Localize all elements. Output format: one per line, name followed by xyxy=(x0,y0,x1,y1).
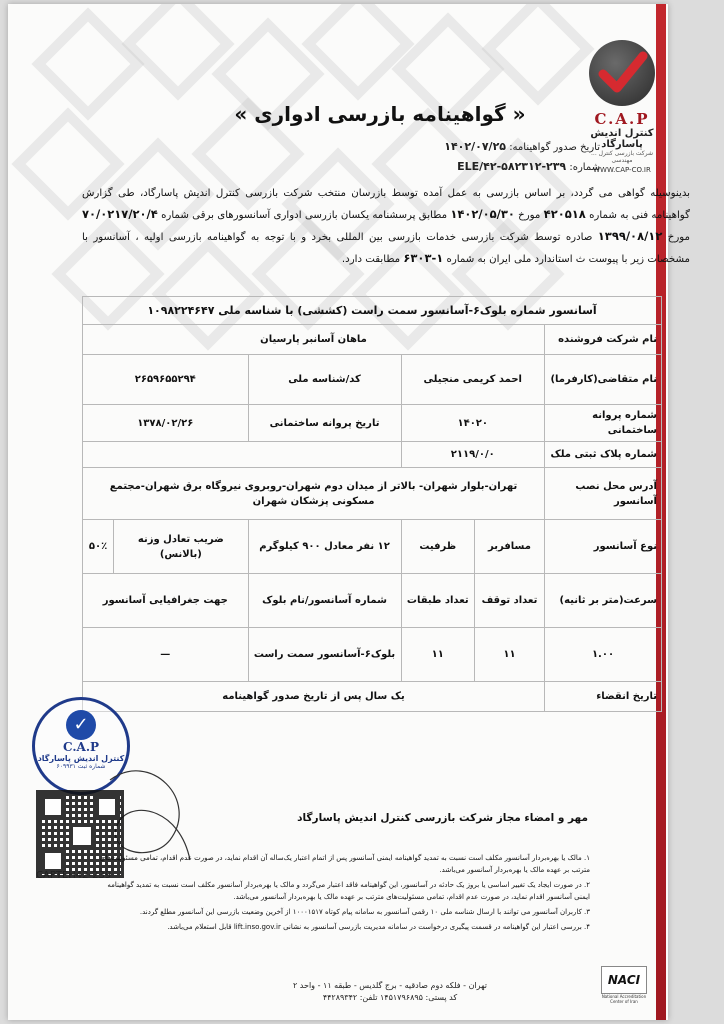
intro-line-2b: مورخ xyxy=(518,210,541,221)
intro-line-5b: مطابقت دارد. xyxy=(341,254,401,265)
form-date: ۱۳۹۹/۰۸/۱۲ xyxy=(597,229,663,243)
table-row xyxy=(83,297,662,325)
logo-cap-text: C.A.P xyxy=(594,110,650,128)
direction-value: — xyxy=(83,628,249,682)
number-line xyxy=(260,160,600,173)
table-row xyxy=(83,325,662,355)
stops-label: تعداد توقف xyxy=(474,574,544,628)
company-logo xyxy=(582,40,662,174)
standard-number: ۱-۶۳۰۳ xyxy=(403,251,444,265)
naci-logo xyxy=(600,966,648,1006)
intro-line-3b: مورخ xyxy=(667,232,690,243)
national-id-value: ۲۶۵۹۶۵۵۲۹۴ xyxy=(83,355,249,405)
report-date: ۱۴۰۲/۰۵/۳۰ xyxy=(450,207,515,221)
intro-line-1: بدینوسیله گواهی می گردد، بر اساس بازرسی به عمل آمده توسط بازرسان منتخب شرکت بازرسی کنترل اندیش xyxy=(183,188,690,199)
table-row xyxy=(83,628,662,682)
permit-date-label: تاریخ پروانه ساختمانی xyxy=(248,405,401,442)
naci-badge-icon xyxy=(601,966,647,994)
address-value: تهران-بلوار شهران- بالاتر از میدان دوم شهران-روبروی نیروگاه برق شهران-مجتمع مسکونی پزشکان شهران xyxy=(83,468,545,520)
balance-value: ۵۰٪ xyxy=(83,520,114,574)
report-number: ۴۲۰۵۱۸ xyxy=(543,207,586,221)
direction-label: جهت جغرافیایی آسانسور xyxy=(83,574,249,628)
notes-list xyxy=(90,852,590,936)
type-value: مسافربر xyxy=(474,520,544,574)
national-id-label: کد/شناسه ملی xyxy=(248,355,401,405)
table-row xyxy=(83,355,662,405)
stops-value: ۱۱ xyxy=(474,628,544,682)
plate-label: شماره پلاک ثبتی ملک xyxy=(545,442,662,468)
logo-url: WWW.CAP-CO.IR xyxy=(593,166,651,174)
table-row xyxy=(83,520,662,574)
expiry-value: یک سال پس از تاریخ صدور گواهینامه xyxy=(83,682,545,712)
note-item: ۲. در صورت ایجاد یک تغییر اساسی یا بروز یک حادثه در آسانسور، این گواهینامه فاقد اعتبار می‌گردد و مالک یا بهره‌بردار آسانسور مکلف است نسبت به تمدید گواهینامه ایمنی آسانسور اقدام نماید، در صورت عدم اقدام، تمامی مسئولیت‌های مترتب بر عهده مالک یا بهره‌بردار آسانسور می‌باشد. xyxy=(107,881,590,901)
footer-contact: کد پستی: ۱۴۵۱۷۹۶۸۹۵ تلفن: ۴۴۲۸۹۳۴۲ xyxy=(322,993,458,1002)
table-row xyxy=(83,468,662,520)
expiry-label: تاریخ انقضاء xyxy=(545,682,662,712)
elevator-number-value: بلوک۶-آسانسور سمت راست xyxy=(248,628,401,682)
footer-address: تهران - فلکه دوم صادقیه - برج گلدیس - طبقه ۱۱ - واحد ۲ xyxy=(292,981,488,990)
issue-date-line xyxy=(260,140,600,153)
note-item: ۴. بررسی اعتبار این گواهینامه در قسمت پیگیری درخواست در سامانه مدیریت بازرسی آسانسور به نشانی lift.inso.gov.ir قابل استعلام می‌باشد. xyxy=(167,923,590,931)
document-code: CAPTEH42-239 xyxy=(36,870,112,881)
seal-signature-text: مهر و امضاء مجاز شرکت بازرسی کنترل اندیش پاسارگاد xyxy=(297,812,588,824)
intro-line-3c: صادره توسط شرکت بازرسی خدمات xyxy=(426,232,593,243)
seller-value: ماهان آسانبر پارسیان xyxy=(83,325,545,355)
permit-date-value: ۱۳۷۸/۰۲/۲۶ xyxy=(83,405,249,442)
issue-date-label: تاریخ صدور گواهینامه: xyxy=(509,142,600,153)
naci-label: NACI xyxy=(607,973,641,987)
type-label: نوع آسانسور xyxy=(545,520,662,574)
capacity-label: ظرفیت xyxy=(401,520,474,574)
intro-line-2c: مطابق پرسشنامه یکسان بازرسی xyxy=(304,210,448,221)
intro-paragraph xyxy=(82,184,690,270)
stamp-company-name: کنترل اندیش پاسارگاد xyxy=(37,754,125,763)
stamp-registration: شماره ثبت ۶۰۹۹۳۱ xyxy=(56,763,106,770)
table-heading: آسانسور شماره بلوک۶-آسانسور سمت راست (کششی) با شناسه ملی ۱۰۹۸۲۲۴۶۴۷ xyxy=(83,297,662,325)
speed-value: ۱.۰۰ xyxy=(545,628,662,682)
elevator-number-label: شماره آسانسور/نام بلوک xyxy=(248,574,401,628)
intro-line-5a: ایران به شماره xyxy=(446,254,511,265)
table-row xyxy=(83,442,662,468)
note-item: ۱. مالک یا بهره‌بردار آسانسور مکلف است نسبت به تمدید گواهینامه ایمنی آسانسور پس از اتمام اعتبار یک‌ساله آن اقدام نماید، در صورت عدم اقدام، تمامی مسئولیت‌های مترتب بر عهده مالک یا بهره‌بردار آسانسور می‌باشد. xyxy=(99,854,590,874)
intro-line-4: بازرسی بین المللی بخرد و با توجه به گواهینامه بازرسی اولیه ، آسانسور با مشخصات زیر با پیوست ث استاندارد ملی xyxy=(82,232,690,265)
intro-line-3a: ادواری آسانسورهای برقی شماره xyxy=(161,210,302,221)
issue-date-value: ۱۴۰۲/۰۷/۲۵ xyxy=(444,140,506,153)
table-row xyxy=(83,405,662,442)
note-item: ۳. کاربران آسانسور می توانند با ارسال شناسه ملی ۱۰ رقمی آسانسور به سامانه پیام کوتاه ۱۰۰۰۱۵۱۷ از آخرین وضعیت بازرسی این آسانسور مطلع گردند. xyxy=(139,908,590,916)
capacity-value: ۱۲ نفر معادل ۹۰۰ کیلوگرم xyxy=(248,520,401,574)
stamp-check-icon: ✓ xyxy=(66,710,96,740)
plate-value: ۲۱۱۹/۰/۰ xyxy=(401,442,544,468)
address-label: آدرس محل نصب آسانسور xyxy=(545,468,662,520)
plate-empty xyxy=(83,442,402,468)
intro-line-2a: پاسارگاد، طی گزارش گواهینامه فنی به شماره xyxy=(82,188,690,221)
permit-number-label: شماره پروانه ساختمانی xyxy=(545,405,662,442)
elevator-spec-table xyxy=(82,296,662,712)
footer xyxy=(170,980,610,1004)
naci-subtitle: National Accreditation Center of Iran xyxy=(601,994,647,1004)
applicant-label: نام متقاضی(کارفرما) xyxy=(545,355,662,405)
form-number: ۷۰/۰۲۱۷/۲۰/۴ xyxy=(82,207,158,221)
certificate-title: « گواهینامه بازرسی ادواری » xyxy=(234,102,526,126)
number-value: ELE/۴۲-۵۸۲۳۱۲-۲۳۹ xyxy=(457,160,567,173)
floors-label: تعداد طبقات xyxy=(401,574,474,628)
number-label: شماره: xyxy=(569,162,600,173)
permit-number-value: ۱۴۰۲۰ xyxy=(401,405,544,442)
balance-label: ضریب تعادل وزنه (بالانس) xyxy=(114,520,248,574)
applicant-value: احمد کریمی منجیلی xyxy=(401,355,544,405)
table-row xyxy=(83,682,662,712)
seller-label: نام شرکت فروشنده xyxy=(545,325,662,355)
table-row xyxy=(83,574,662,628)
logo-check-icon xyxy=(589,40,655,106)
logo-company-name: کنترل اندیش پاسارگاد xyxy=(590,128,654,150)
logo-tagline: شرکت بازرسی کنترل ... مهندسی xyxy=(591,150,653,164)
speed-label: سرعت(متر بر ثانیه) xyxy=(545,574,662,628)
stamp-cap-text: C.A.P xyxy=(62,740,100,754)
floors-value: ۱۱ xyxy=(401,628,474,682)
